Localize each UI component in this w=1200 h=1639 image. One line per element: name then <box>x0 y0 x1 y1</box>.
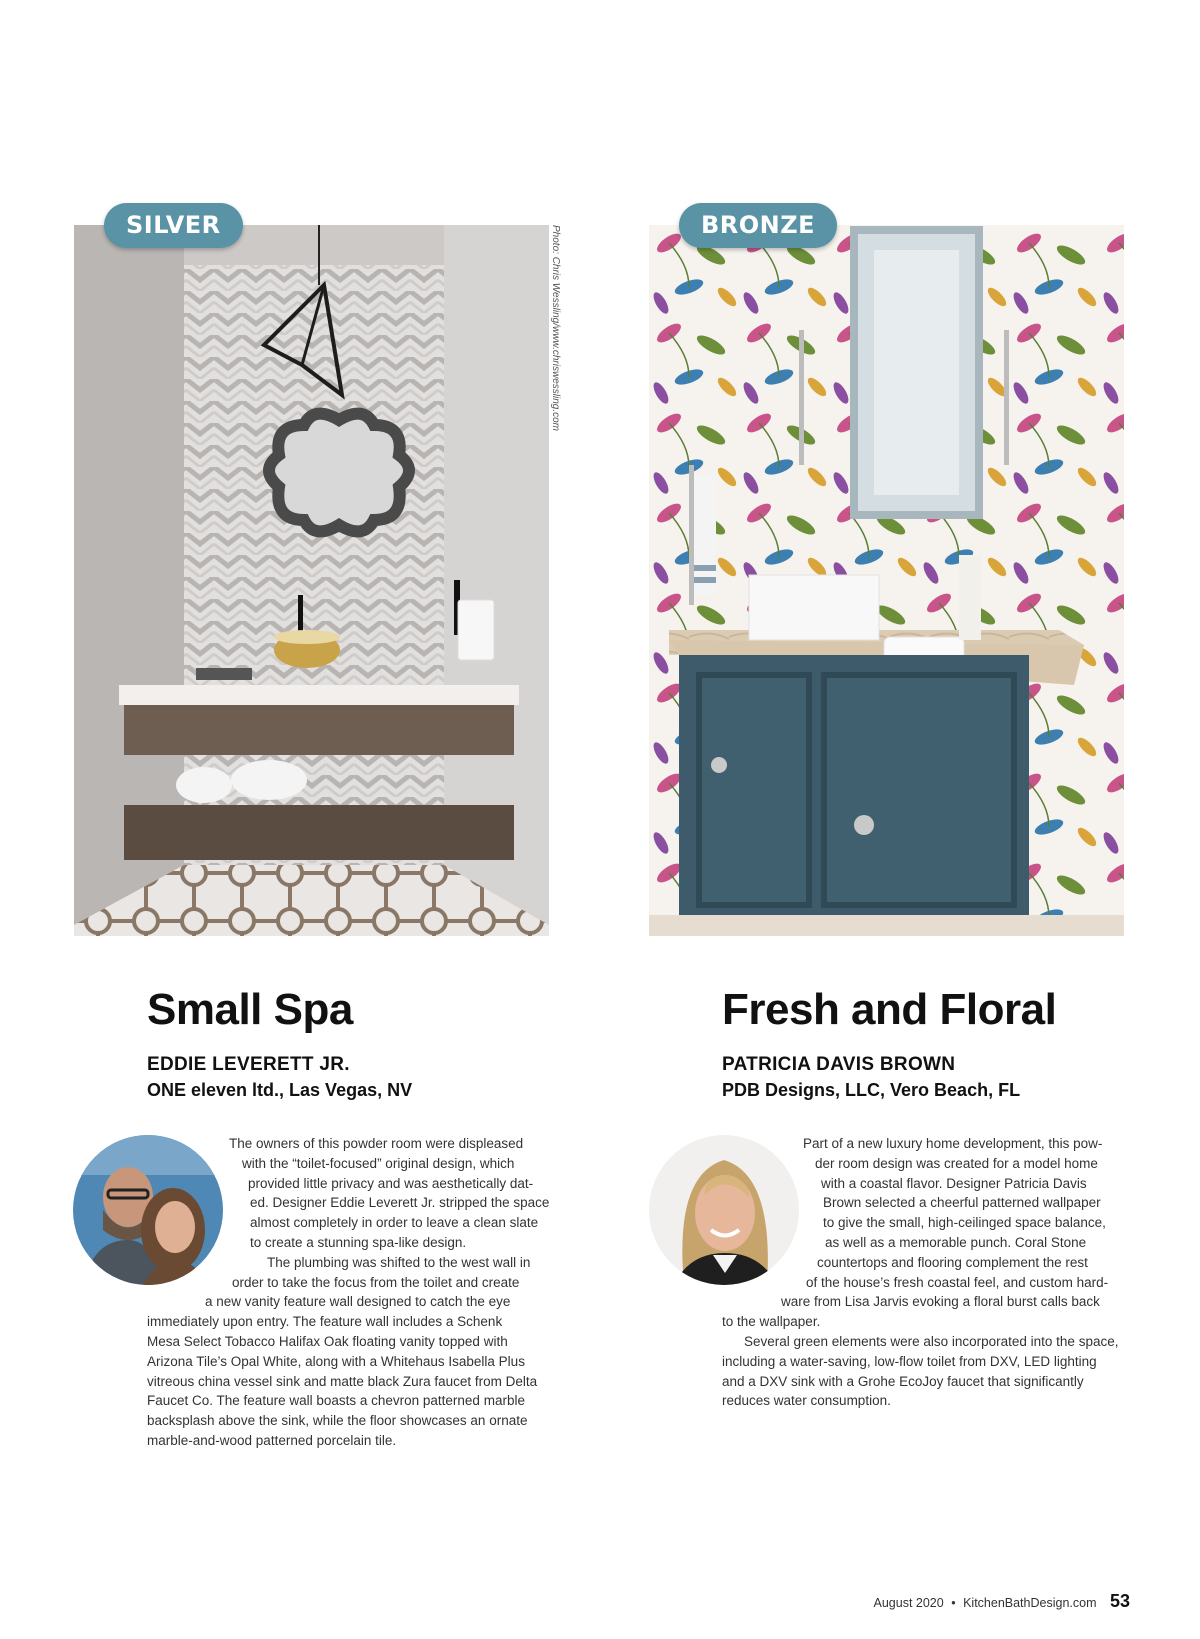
article-body-small-spa <box>147 1134 549 1451</box>
designer-name: EDDIE LEVERETT JR. <box>147 1054 350 1075</box>
body-line: order to take the focus from the toilet and create <box>232 1274 520 1290</box>
body-line: Part of a new luxury home development, this pow- <box>803 1136 1103 1151</box>
body-line: Arizona Tile’s Opal White, along with a Whitehaus Isabella Plus <box>147 1353 525 1369</box>
body-line: The owners of this powder room were displeased <box>229 1136 524 1151</box>
body-line: a new vanity feature wall designed to catch the eye <box>205 1294 511 1310</box>
award-badge-label: SILVER <box>126 211 221 239</box>
award-badge-silver <box>104 203 243 248</box>
designer-name: PATRICIA DAVIS BROWN <box>722 1054 956 1075</box>
body-line: Faucet Co. The feature wall boasts a chevron patterned marble <box>147 1393 525 1409</box>
body-line: der room design was created for a model home <box>815 1155 1098 1171</box>
firm-name: PDB Designs, LLC, Vero Beach, FL <box>722 1080 1021 1100</box>
page-number: 53 <box>1109 1591 1130 1611</box>
article-title-small-spa: Small Spa <box>147 985 353 1034</box>
page-footer <box>874 1591 1130 1612</box>
body-line: almost completely in order to leave a clean slate <box>250 1215 539 1231</box>
body-line: The plumbing was shifted to the west wall in <box>267 1254 531 1270</box>
body-line: to give the small, high-ceilinged space balance, <box>823 1215 1106 1231</box>
body-line: Brown selected a cheerful patterned wallpaper <box>823 1195 1101 1211</box>
article-body-fresh-and-floral <box>722 1134 1118 1411</box>
body-line: immediately upon entry. The feature wall includes a Schenk <box>147 1314 503 1330</box>
body-line: backsplash above the sink, while the floor showcases an ornate <box>147 1413 528 1429</box>
body-line: provided little privacy and was aesthetically dat- <box>248 1175 534 1191</box>
fresh-and-floral-photo <box>649 225 1124 936</box>
body-line: with the “toilet-focused” original design, which <box>242 1155 515 1171</box>
issue-date: August 2020 <box>873 1596 944 1610</box>
award-badge-label: BRONZE <box>701 211 816 239</box>
body-line: countertops and flooring complement the rest <box>817 1254 1088 1270</box>
body-line: reduces water consumption. <box>722 1393 891 1409</box>
footer-separator: • <box>951 1596 956 1610</box>
body-line: to the wallpaper. <box>722 1314 821 1330</box>
website-link[interactable]: KitchenBathDesign.com <box>963 1596 1097 1610</box>
body-line: and a DXV sink with a Grohe EcoJoy faucet that significantly <box>722 1373 1084 1389</box>
body-line: with a coastal flavor. Designer Patricia Davis <box>821 1175 1087 1191</box>
body-line: Mesa Select Tobacco Halifax Oak floating vanity topped with <box>147 1333 508 1349</box>
small-spa-photo <box>74 225 549 936</box>
body-line: marble-and-wood patterned porcelain tile. <box>147 1432 397 1448</box>
body-line: ware from Lisa Jarvis evoking a floral burst calls back <box>781 1294 1100 1310</box>
body-line: of the house’s fresh coastal feel, and custom hard- <box>806 1274 1109 1290</box>
article-title-fresh-and-floral: Fresh and Floral <box>722 985 1057 1034</box>
body-line: ed. Designer Eddie Leverett Jr. stripped the space <box>250 1195 550 1211</box>
body-line: as well as a memorable punch. Coral Stone <box>825 1234 1087 1250</box>
body-line: including a water-saving, low-flow toilet from DXV, LED lighting <box>722 1353 1097 1369</box>
award-badge-bronze <box>679 203 837 248</box>
body-line: vitreous china vessel sink and matte black Zura faucet from Delta <box>147 1373 538 1389</box>
firm-name: ONE eleven ltd., Las Vegas, NV <box>147 1080 413 1100</box>
photo-credit: Photo: Chris Wessling/www.chriswessling.com <box>550 225 561 431</box>
body-line: Several green elements were also incorporated into the space, <box>744 1333 1119 1349</box>
body-line: to create a stunning spa-like design. <box>250 1234 467 1250</box>
